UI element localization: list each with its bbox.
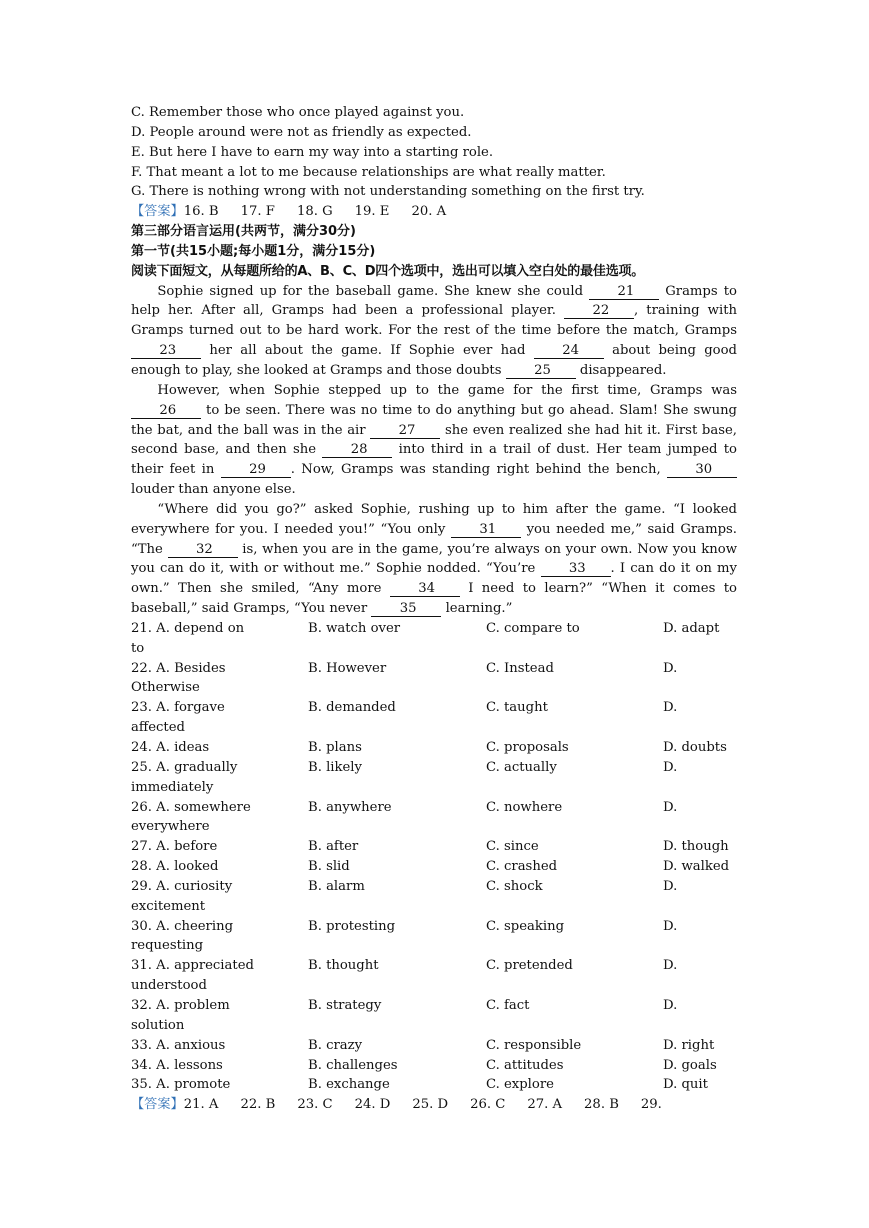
option-c: C. fact (486, 997, 530, 1013)
answer-item: 29. (640, 1097, 662, 1113)
option-a: 22. A. Besides (131, 660, 226, 676)
subsection-title: 第一节(共15小题;每小题1分，满分15分) (131, 243, 376, 259)
option-a: 27. A. before (131, 839, 218, 855)
option-line: D. People around were not as friendly as expected. (131, 124, 472, 140)
question-row (131, 877, 737, 917)
option-c: C. pretended (486, 958, 573, 974)
passage (131, 282, 737, 619)
option-line: C. Remember those who once played against you. (131, 105, 465, 120)
passage-text: learning.” (441, 601, 513, 617)
option-c: C. speaking (486, 918, 565, 934)
option-a: 31. A. appreciated (131, 958, 254, 974)
option-a: 28. A. looked (131, 859, 219, 875)
option-d: D. though (663, 839, 729, 855)
option-line: E. But here I have to earn my way into a starting role. (131, 144, 494, 160)
option-b: B. after (308, 839, 359, 855)
option-c: C. crashed (486, 859, 558, 875)
option-a: 24. A. ideas (131, 740, 210, 755)
option-d: D. (663, 759, 678, 775)
option-d: D. (663, 700, 678, 716)
blank-31: 31 (451, 522, 521, 538)
answer-item: 23. C (297, 1097, 333, 1113)
question-row (131, 956, 737, 996)
blank-34: 34 (390, 581, 460, 597)
question-row (131, 798, 737, 838)
answer-item: 21. A (183, 1097, 219, 1113)
option-d-wrap: immediately (131, 779, 214, 795)
question-row (131, 857, 737, 877)
option-b: B. exchange (308, 1077, 390, 1093)
option-b: B. plans (308, 740, 362, 755)
blank-32: 32 (168, 542, 238, 558)
instruction: 阅读下面短文，从每题所给的A、B、C、D四个选项中，选出可以填入空白处的最佳选项。 (131, 263, 645, 279)
answer-item: 16. B (183, 204, 219, 220)
option-d-wrap: affected (131, 720, 185, 736)
option-d: D. goals (663, 1057, 717, 1073)
question-list (131, 619, 737, 1095)
option-b: B. alarm (308, 878, 365, 894)
question-row (131, 1056, 737, 1076)
blank-30: 30 (667, 462, 737, 478)
option-d-wrap: to (131, 640, 145, 656)
option-d: D. adapt (663, 620, 720, 636)
answer-item: 25. D (412, 1097, 449, 1113)
answer-item: 19. E (354, 204, 390, 220)
options-top (131, 103, 737, 202)
option-line: F. That meant a lot to me because relationships are what really matter. (131, 164, 606, 180)
question-row (131, 837, 737, 857)
option-d-wrap: Otherwise (131, 680, 200, 696)
option-d: D. (663, 660, 678, 676)
option-d: D. quit (663, 1077, 708, 1093)
question-row (131, 1075, 737, 1095)
option-a: 23. A. forgave (131, 700, 225, 716)
passage-text: is, when you are in the game, you’re always on your own. Now you know you can do it, with or without me.” Sophie nodded. “You’re (131, 541, 737, 577)
answer-tag: 【答案】 (131, 204, 184, 220)
blank-29: 29 (221, 462, 291, 478)
blank-26: 26 (131, 403, 201, 419)
option-a: 34. A. lessons (131, 1057, 223, 1073)
question-row (131, 917, 737, 957)
option-c: C. nowhere (486, 799, 563, 815)
answer-item: 27. A (527, 1097, 563, 1113)
question-row (131, 619, 737, 659)
blank-35: 35 (371, 601, 441, 617)
passage-paragraph (131, 282, 737, 381)
option-d: D. (663, 958, 678, 974)
option-b: B. anywhere (308, 799, 392, 815)
option-c: C. proposals (486, 740, 569, 755)
option-c: C. actually (486, 759, 557, 775)
option-d: D. (663, 799, 678, 815)
option-c: C. taught (486, 700, 548, 716)
option-b: B. slid (308, 859, 350, 875)
option-d-wrap: understood (131, 978, 207, 994)
blank-33: 33 (541, 561, 611, 577)
option-a: 35. A. promote (131, 1077, 231, 1093)
option-d: D. doubts (663, 740, 727, 755)
option-d-wrap: excitement (131, 898, 206, 914)
passage-text: louder than anyone else. (131, 482, 296, 498)
answer-item: 28. B (584, 1097, 619, 1113)
option-b: B. crazy (308, 1037, 363, 1053)
question-row (131, 996, 737, 1036)
option-c: C. compare to (486, 620, 580, 636)
option-b: B. thought (308, 958, 379, 974)
option-b: B. demanded (308, 700, 396, 716)
passage-text: However, when Sophie stepped up to the game for the first time, Gramps was (157, 382, 737, 398)
answer-line-2 (131, 1095, 737, 1115)
option-d: D. right (663, 1037, 715, 1053)
passage-text: she even realized she had hit it. First base, second base, and then she (131, 422, 737, 458)
answer-item: 24. D (354, 1097, 391, 1113)
option-d-wrap: everywhere (131, 819, 210, 835)
passage-text: . Now, Gramps was standing right behind the bench, (290, 462, 667, 478)
passage-paragraph (131, 381, 737, 500)
blank-25: 25 (506, 363, 576, 379)
passage-paragraph (131, 500, 737, 619)
option-a: 33. A. anxious (131, 1037, 226, 1053)
question-row (131, 698, 737, 738)
blank-23: 23 (131, 343, 201, 359)
passage-text: to be seen. There was no time to do anything but go ahead. Slam! She swung the bat, and the ball was in the air (131, 402, 737, 438)
option-d: D. (663, 997, 678, 1013)
option-c: C. responsible (486, 1037, 582, 1053)
document-page (131, 103, 737, 1115)
option-c: C. shock (486, 878, 543, 894)
passage-text: about being good enough to play, she looked at Gramps and those doubts (131, 343, 737, 378)
blank-22: 22 (564, 303, 634, 319)
answer-tag: 【答案】 (131, 1097, 184, 1113)
option-a: 25. A. gradually (131, 759, 238, 775)
option-c: C. attitudes (486, 1057, 564, 1073)
answer-item: 17. F (240, 204, 275, 220)
section-title: 第三部分语言运用(共两节，满分30分) (131, 224, 356, 240)
passage-text: , training with Gramps turned out to be hard work. For the rest of the time before the match, Gramps (131, 303, 737, 339)
passage-text: I need to learn?” “When it comes to baseball,” said Gramps, “You never (131, 581, 737, 617)
option-b: B. likely (308, 759, 362, 775)
blank-24: 24 (534, 343, 604, 359)
question-row (131, 1036, 737, 1056)
answer-item: 26. C (470, 1097, 506, 1113)
option-d-wrap: solution (131, 1017, 185, 1033)
answer-line-1 (131, 202, 737, 222)
passage-text: Sophie signed up for the baseball game. She knew she could (157, 283, 590, 299)
passage-text: disappeared. (575, 362, 667, 378)
option-b: B. watch over (308, 620, 401, 636)
option-d: D. (663, 918, 678, 934)
passage-text: Gramps to help her. After all, Gramps had been a professional player. (131, 283, 737, 319)
option-a: 32. A. problem (131, 997, 230, 1013)
passage-text: . I can do it on my own.” Then she smiled, “Any more (131, 561, 737, 597)
answer-item: 22. B (240, 1097, 276, 1113)
answer-item: 20. A (411, 204, 447, 220)
question-row (131, 738, 737, 758)
option-d: D. walked (663, 859, 730, 875)
option-b: B. strategy (308, 997, 382, 1013)
option-d-wrap: requesting (131, 938, 204, 954)
option-b: B. However (308, 660, 387, 676)
option-line: G. There is nothing wrong with not understanding something on the first try. (131, 184, 645, 200)
blank-28: 28 (322, 442, 392, 458)
blank-27: 27 (370, 423, 440, 439)
option-a: 30. A. cheering (131, 918, 234, 934)
answer-item: 18. G (296, 204, 333, 220)
passage-text: her all about the game. If Sophie ever had (201, 343, 534, 359)
passage-text: you needed me,” said Gramps. “The (131, 521, 737, 557)
option-c: C. explore (486, 1077, 554, 1093)
question-row (131, 758, 737, 798)
option-c: C. Instead (486, 660, 554, 676)
option-a: 21. A. depend on (131, 620, 245, 636)
passage-text: into third in a trail of dust. Her team jumped to their feet in (131, 442, 737, 478)
option-c: C. since (486, 839, 539, 855)
option-d: D. (663, 878, 678, 894)
option-a: 26. A. somewhere (131, 799, 251, 815)
blank-21: 21 (589, 284, 659, 300)
option-b: B. protesting (308, 918, 396, 934)
option-a: 29. A. curiosity (131, 878, 233, 894)
question-row (131, 659, 737, 699)
passage-text: “Where did you go?” asked Sophie, rushing up to him after the game. “I looked everywhere for you. I needed you!” “You only (131, 501, 737, 537)
option-b: B. challenges (308, 1057, 398, 1073)
